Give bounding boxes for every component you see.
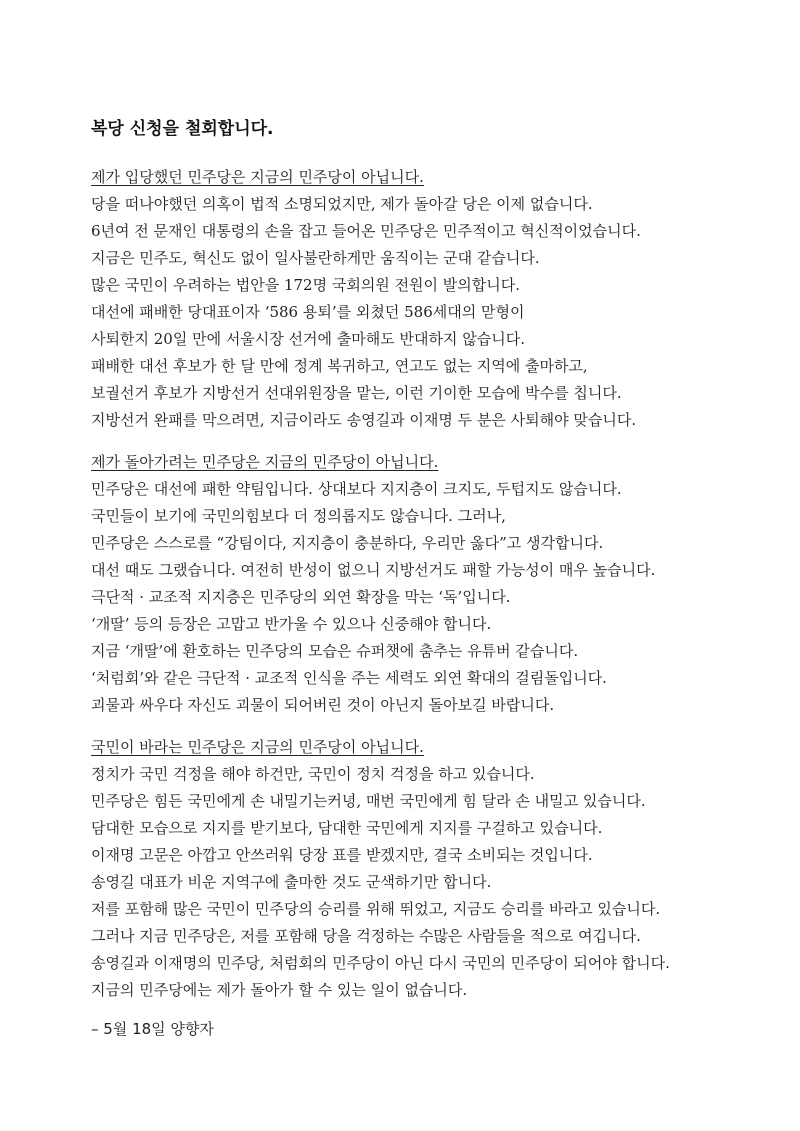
paragraph-line: 당을 떠나야했던 의혹이 법적 소명되었지만, 제가 돌아갈 당은 이제 없습니다. bbox=[91, 195, 593, 213]
paragraph-line: ‘처럼회’와 같은 극단적 · 교조적 인식을 주는 세력도 외연 확대의 걸림돌입니다. bbox=[91, 669, 607, 687]
paragraph-line: 보궐선거 후보가 지방선거 선대위원장을 맡는, 이런 기이한 모습에 박수를 칩니다. bbox=[91, 384, 622, 402]
paragraph-line: ‘개딸’ 등의 등장은 고맙고 반가울 수 있으나 신중해야 합니다. bbox=[91, 615, 492, 633]
paragraph-line: 6년여 전 문재인 대통령의 손을 잡고 들어온 민주당은 민주적이고 혁신적이었습니다. bbox=[91, 222, 641, 240]
paragraph-line: 민주당은 스스로를 “강팀이다, 지지층이 충분하다, 우리만 옳다”고 생각합니다. bbox=[91, 534, 604, 552]
statement-title: 복당 신청을 철회합니다. bbox=[91, 119, 274, 139]
paragraph-line: 송영길과 이재명의 민주당, 처럼회의 민주당이 아닌 다시 국민의 민주당이 되어야 합니다. bbox=[91, 954, 670, 972]
paragraph-line: 이재명 고문은 아깝고 안쓰러워 당장 표를 받겠지만, 결국 소비되는 것입니다. bbox=[91, 846, 593, 864]
paragraph-line: 지금은 민주도, 혁신도 없이 일사불란하게만 움직이는 군대 같습니다. bbox=[91, 249, 540, 267]
paragraph-line: 극단적 · 교조적 지지층은 민주당의 외연 확장을 막는 ‘독’입니다. bbox=[91, 588, 511, 606]
signature: – 5월 18일 양향자 bbox=[91, 1020, 214, 1038]
paragraph-line: 지금 ‘개딸’에 환호하는 민주당의 모습은 슈퍼챗에 춤추는 유튜버 같습니다. bbox=[91, 642, 579, 660]
paragraph-line: 송영길 대표가 비운 지역구에 출마한 것도 군색하기만 합니다. bbox=[91, 873, 492, 891]
section-2 bbox=[91, 452, 771, 715]
section-heading: 제가 입당했던 민주당은 지금의 민주당이 아닙니다. bbox=[91, 168, 424, 186]
paragraph-line: 민주당은 힘든 국민에게 손 내밀기는커녕, 매번 국민에게 힘 달라 손 내밀고 있습니다. bbox=[91, 792, 646, 810]
section-1 bbox=[91, 167, 771, 430]
paragraph-line: 많은 국민이 우려하는 법안을 172명 국회의원 전원이 발의합니다. bbox=[91, 276, 521, 294]
paragraph-line: 민주당은 대선에 패한 약팀입니다. 상대보다 지지층이 크지도, 두텁지도 않습니다. bbox=[91, 480, 622, 498]
paragraph-line: 대선 때도 그랬습니다. 여전히 반성이 없으니 지방선거도 패할 가능성이 매우 높습니다. bbox=[91, 561, 656, 579]
paragraph-line: 괴물과 싸우다 자신도 괴물이 되어버린 것이 아닌지 돌아보길 바랍니다. bbox=[91, 696, 555, 714]
section-3 bbox=[91, 737, 771, 1000]
paragraph-line: 정치가 국민 걱정을 해야 하건만, 국민이 정치 걱정을 하고 있습니다. bbox=[91, 765, 535, 783]
paragraph-line: 지방선거 완패를 막으려면, 지금이라도 송영길과 이재명 두 분은 사퇴해야 맞습니다. bbox=[91, 411, 637, 429]
section-heading: 제가 돌아가려는 민주당은 지금의 민주당이 아닙니다. bbox=[91, 453, 439, 471]
paragraph-line: 지금의 민주당에는 제가 돌아가 할 수 있는 일이 없습니다. bbox=[91, 981, 468, 999]
section-heading: 국민이 바라는 민주당은 지금의 민주당이 아닙니다. bbox=[91, 738, 424, 756]
paragraph-line: 국민들이 보기에 국민의힘보다 더 정의롭지도 않습니다. 그러나, bbox=[91, 507, 506, 525]
paragraph-line: 대선에 패배한 당대표이자 ‘586 용퇴’를 외쳤던 586세대의 맏형이 bbox=[91, 303, 525, 321]
paragraph-line: 사퇴한지 20일 만에 서울시장 선거에 출마해도 반대하지 않습니다. bbox=[91, 330, 525, 348]
paragraph-line: 저를 포함해 많은 국민이 민주당의 승리를 위해 뛰었고, 지금도 승리를 바라고 있습니다. bbox=[91, 900, 661, 918]
paragraph-line: 패배한 대선 후보가 한 달 만에 정계 복귀하고, 연고도 없는 지역에 출마하고, bbox=[91, 357, 588, 375]
paragraph-line: 담대한 모습으로 지지를 받기보다, 담대한 국민에게 지지를 구걸하고 있습니다. bbox=[91, 819, 603, 837]
paragraph-line: 그러나 지금 민주당은, 저를 포함해 당을 걱정하는 수많은 사람들을 적으로 여깁니다. bbox=[91, 927, 641, 945]
